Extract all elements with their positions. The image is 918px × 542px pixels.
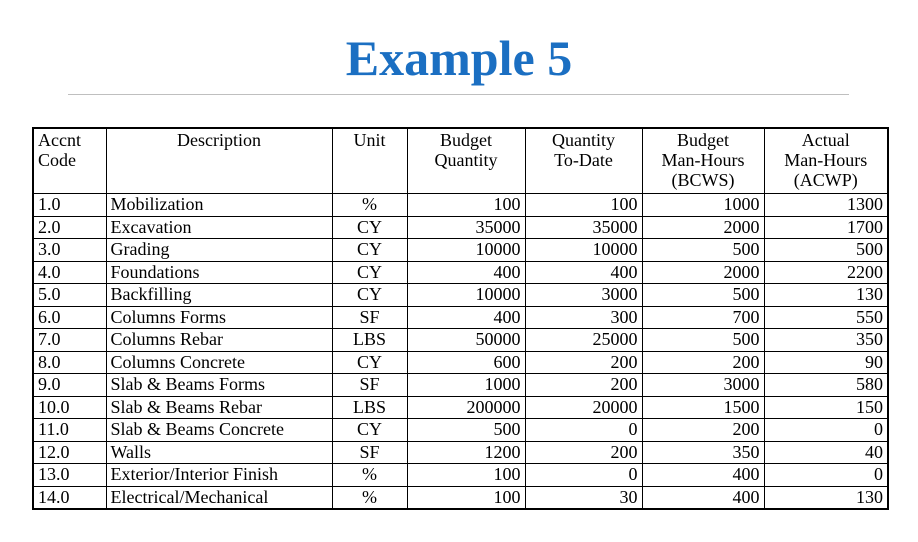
cell-actual-man-hours: 130 [764, 284, 888, 307]
table-row [33, 351, 888, 374]
table-body [33, 194, 888, 510]
cell-accnt-code: 11.0 [33, 419, 106, 442]
cell-accnt-code: 5.0 [33, 284, 106, 307]
cell-quantity-to-date: 300 [525, 306, 642, 329]
cell-description: Mobilization [106, 194, 332, 217]
cell-unit: % [332, 464, 407, 487]
cell-description: Slab & Beams Rebar [106, 396, 332, 419]
cell-budget-man-hours: 500 [642, 239, 764, 262]
header-row [33, 128, 888, 194]
cell-actual-man-hours: 1700 [764, 216, 888, 239]
cell-accnt-code: 10.0 [33, 396, 106, 419]
cell-budget-man-hours: 1000 [642, 194, 764, 217]
cell-description: Columns Concrete [106, 351, 332, 374]
cell-unit: LBS [332, 329, 407, 352]
cell-unit: CY [332, 284, 407, 307]
page-title: Example 5 [345, 30, 573, 86]
cell-actual-man-hours: 500 [764, 239, 888, 262]
cell-budget-quantity: 400 [407, 261, 525, 284]
cell-quantity-to-date: 30 [525, 486, 642, 509]
title-divider [68, 94, 849, 95]
cell-unit: SF [332, 441, 407, 464]
cell-budget-man-hours: 400 [642, 464, 764, 487]
cell-budget-man-hours: 350 [642, 441, 764, 464]
cell-accnt-code: 9.0 [33, 374, 106, 397]
cell-description: Foundations [106, 261, 332, 284]
cell-actual-man-hours: 40 [764, 441, 888, 464]
cell-quantity-to-date: 100 [525, 194, 642, 217]
header-description: Description [106, 128, 332, 194]
cell-accnt-code: 4.0 [33, 261, 106, 284]
cell-unit: % [332, 486, 407, 509]
cell-accnt-code: 12.0 [33, 441, 106, 464]
cell-budget-man-hours: 1500 [642, 396, 764, 419]
header-actual-man-hours: Actual Man-Hours (ACWP) [764, 128, 888, 194]
cell-quantity-to-date: 200 [525, 374, 642, 397]
cell-budget-quantity: 35000 [407, 216, 525, 239]
header-unit: Unit [332, 128, 407, 194]
cell-budget-man-hours: 400 [642, 486, 764, 509]
cell-quantity-to-date: 200 [525, 351, 642, 374]
cell-actual-man-hours: 150 [764, 396, 888, 419]
cell-budget-quantity: 10000 [407, 239, 525, 262]
cell-budget-man-hours: 2000 [642, 261, 764, 284]
cell-quantity-to-date: 10000 [525, 239, 642, 262]
table-header [33, 128, 888, 194]
cell-unit: CY [332, 351, 407, 374]
table-row [33, 441, 888, 464]
cell-quantity-to-date: 25000 [525, 329, 642, 352]
cell-accnt-code: 2.0 [33, 216, 106, 239]
cell-budget-man-hours: 3000 [642, 374, 764, 397]
cell-description: Columns Forms [106, 306, 332, 329]
cell-budget-quantity: 100 [407, 464, 525, 487]
cell-budget-quantity: 100 [407, 486, 525, 509]
cell-actual-man-hours: 90 [764, 351, 888, 374]
table-row [33, 396, 888, 419]
cell-accnt-code: 1.0 [33, 194, 106, 217]
cell-accnt-code: 7.0 [33, 329, 106, 352]
cell-quantity-to-date: 400 [525, 261, 642, 284]
cell-unit: SF [332, 306, 407, 329]
cell-budget-man-hours: 200 [642, 351, 764, 374]
cell-quantity-to-date: 0 [525, 464, 642, 487]
cell-budget-quantity: 100 [407, 194, 525, 217]
header-budget-man-hours: Budget Man-Hours (BCWS) [642, 128, 764, 194]
cell-budget-quantity: 200000 [407, 396, 525, 419]
cell-unit: CY [332, 419, 407, 442]
table-row [33, 419, 888, 442]
table-row [33, 216, 888, 239]
cell-accnt-code: 6.0 [33, 306, 106, 329]
cell-actual-man-hours: 1300 [764, 194, 888, 217]
cell-quantity-to-date: 0 [525, 419, 642, 442]
header-accnt-code: Accnt Code [33, 128, 106, 194]
cell-budget-man-hours: 2000 [642, 216, 764, 239]
cell-description: Backfilling [106, 284, 332, 307]
cell-unit: CY [332, 261, 407, 284]
table-row [33, 261, 888, 284]
cell-quantity-to-date: 200 [525, 441, 642, 464]
cell-budget-man-hours: 500 [642, 329, 764, 352]
cell-unit: SF [332, 374, 407, 397]
table-row [33, 194, 888, 217]
cost-table [32, 127, 889, 510]
cell-actual-man-hours: 0 [764, 419, 888, 442]
cell-budget-quantity: 50000 [407, 329, 525, 352]
cell-description: Excavation [106, 216, 332, 239]
header-budget-quantity: Budget Quantity [407, 128, 525, 194]
cell-description: Walls [106, 441, 332, 464]
cell-accnt-code: 13.0 [33, 464, 106, 487]
table-row [33, 486, 888, 509]
cell-actual-man-hours: 350 [764, 329, 888, 352]
cell-description: Electrical/Mechanical [106, 486, 332, 509]
header-quantity-to-date: Quantity To-Date [525, 128, 642, 194]
cell-description: Columns Rebar [106, 329, 332, 352]
table-row [33, 464, 888, 487]
table-row [33, 374, 888, 397]
cell-unit: CY [332, 216, 407, 239]
cell-accnt-code: 14.0 [33, 486, 106, 509]
cell-quantity-to-date: 20000 [525, 396, 642, 419]
cell-budget-man-hours: 200 [642, 419, 764, 442]
cell-unit: LBS [332, 396, 407, 419]
cell-description: Exterior/Interior Finish [106, 464, 332, 487]
cell-budget-quantity: 400 [407, 306, 525, 329]
cell-accnt-code: 3.0 [33, 239, 106, 262]
cell-budget-quantity: 500 [407, 419, 525, 442]
cell-actual-man-hours: 580 [764, 374, 888, 397]
cell-actual-man-hours: 0 [764, 464, 888, 487]
cell-actual-man-hours: 130 [764, 486, 888, 509]
cell-accnt-code: 8.0 [33, 351, 106, 374]
cell-budget-quantity: 1000 [407, 374, 525, 397]
cell-budget-quantity: 1200 [407, 441, 525, 464]
cell-description: Grading [106, 239, 332, 262]
cell-description: Slab & Beams Concrete [106, 419, 332, 442]
cell-quantity-to-date: 35000 [525, 216, 642, 239]
table-row [33, 329, 888, 352]
cell-budget-quantity: 10000 [407, 284, 525, 307]
cell-budget-man-hours: 700 [642, 306, 764, 329]
cell-unit: CY [332, 239, 407, 262]
cell-quantity-to-date: 3000 [525, 284, 642, 307]
cell-description: Slab & Beams Forms [106, 374, 332, 397]
cell-unit: % [332, 194, 407, 217]
table-row [33, 239, 888, 262]
table-row [33, 284, 888, 307]
cell-budget-man-hours: 500 [642, 284, 764, 307]
cell-budget-quantity: 600 [407, 351, 525, 374]
cell-actual-man-hours: 550 [764, 306, 888, 329]
table-row [33, 306, 888, 329]
cell-actual-man-hours: 2200 [764, 261, 888, 284]
